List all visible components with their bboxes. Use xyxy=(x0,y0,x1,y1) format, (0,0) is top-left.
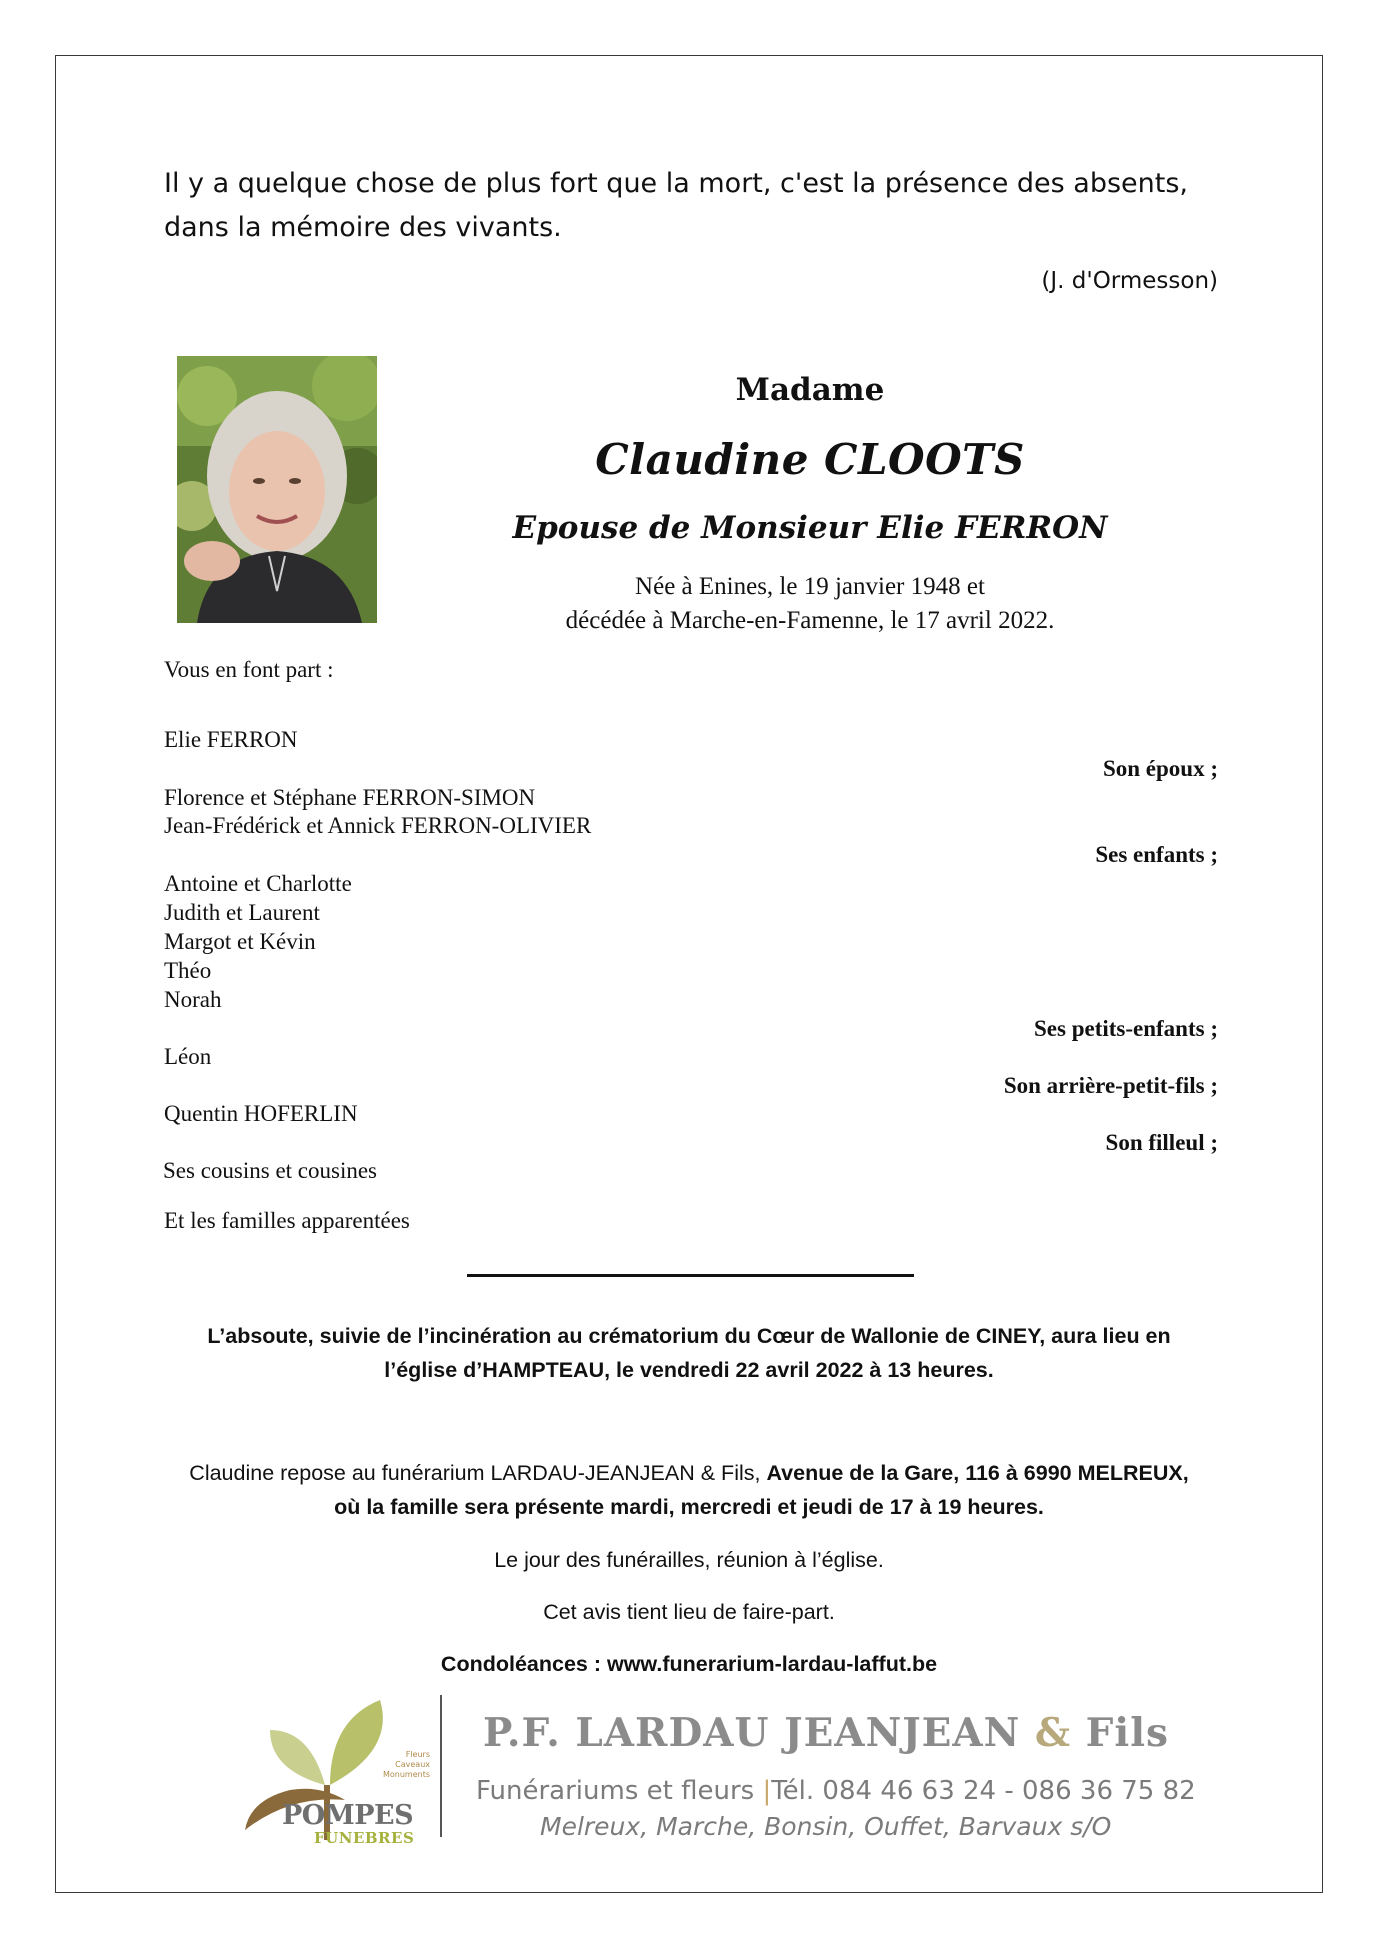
repose-address: Avenue de la Gare, 116 à 6990 MELREUX, xyxy=(766,1461,1189,1485)
company-locations: Melreux, Marche, Bonsin, Ouffet, Barvaux s/O xyxy=(540,1812,1112,1841)
company-phone: Tél. 084 46 63 24 - 086 36 75 82 xyxy=(771,1776,1196,1806)
family-grandchildren-role: Ses petits-enfants ; xyxy=(1034,1016,1218,1041)
spouse-line: Epouse de Monsieur Elie FERRON xyxy=(512,510,1108,546)
company-name: P.F. LARDAU JEANJEAN & Fils xyxy=(483,1710,1169,1756)
death-line: décédée à Marche-en-Famenne, le 17 avril 2022. xyxy=(565,607,1055,634)
company-footer xyxy=(230,1690,1196,1860)
family-grandchild: Antoine et Charlotte xyxy=(164,871,352,896)
family-child: Jean-Frédérick et Annick FERRON-OLIVIER xyxy=(164,813,592,838)
notice-line: Cet avis tient lieu de faire-part. xyxy=(543,1600,835,1624)
honorific: Madame xyxy=(735,372,885,408)
birth-line: Née à Enines, le 19 janvier 1948 et xyxy=(635,573,985,600)
family-cousins: Ses cousins et cousines xyxy=(163,1158,378,1183)
family-grandchild: Théo xyxy=(164,958,212,983)
logo-word-funebres: FUNEBRES xyxy=(314,1829,415,1847)
family-relatives: Et les familles apparentées xyxy=(164,1208,410,1233)
logo-word-pompes: POMPES xyxy=(282,1800,414,1831)
epigraph-quote: Il y a quelque chose de plus fort que la mort, c'est la présence des absents, dans la mémoire des vivants. xyxy=(164,168,1188,243)
repose-prefix: Claudine repose au funérarium LARDAU-JEANJEAN & Fils, xyxy=(189,1461,767,1485)
family-grandchild: Margot et Kévin xyxy=(164,929,316,954)
family-great-grandchild: Léon xyxy=(164,1044,212,1069)
ceremony-line-1: L’absoute, suivie de l’incinération au crématorium du Cœur de Wallonie de CINEY, aura lieu en xyxy=(207,1324,1171,1348)
family-spouse-name: Elie FERRON xyxy=(164,727,298,752)
family-great-grandchild-role: Son arrière-petit-fils ; xyxy=(1003,1073,1218,1098)
logo-divider xyxy=(440,1695,442,1837)
family-grandchild: Norah xyxy=(164,987,222,1012)
epigraph-author: (J. d'Ormesson) xyxy=(1041,268,1218,294)
family-child: Florence et Stéphane FERRON-SIMON xyxy=(164,785,536,810)
deceased-name: Claudine CLOOTS xyxy=(595,435,1025,484)
family-grandchild: Judith et Laurent xyxy=(164,900,320,925)
repose-line-1 xyxy=(90,1456,1288,1490)
divider xyxy=(467,1274,914,1277)
intro-text: Vous en font part : xyxy=(164,657,334,682)
ceremony-line-2: l’église d’HAMPTEAU, le vendredi 22 avril 2022 à 13 heures. xyxy=(384,1358,994,1382)
deceased-portrait xyxy=(177,356,377,623)
company-subtitle: Funérariums et fleurs |Tél. 084 46 63 24 - 086 36 75 82 xyxy=(476,1776,1196,1806)
family-godson: Quentin HOFERLIN xyxy=(164,1101,358,1126)
repose-hours: où la famille sera présente mardi, mercredi et jeudi de 17 à 19 heures. xyxy=(334,1495,1044,1519)
condolences-link[interactable]: Condoléances : www.funerarium-lardau-laffut.be xyxy=(440,1652,938,1676)
family-godson-role: Son filleul ; xyxy=(1105,1130,1218,1155)
funeral-meeting: Le jour des funérailles, réunion à l’église. xyxy=(494,1548,884,1572)
family-spouse-role: Son époux ; xyxy=(1102,756,1218,781)
logo-tagline: Fleurs Caveaux Monuments xyxy=(382,1750,430,1779)
family-children-role: Ses enfants ; xyxy=(1095,842,1218,867)
